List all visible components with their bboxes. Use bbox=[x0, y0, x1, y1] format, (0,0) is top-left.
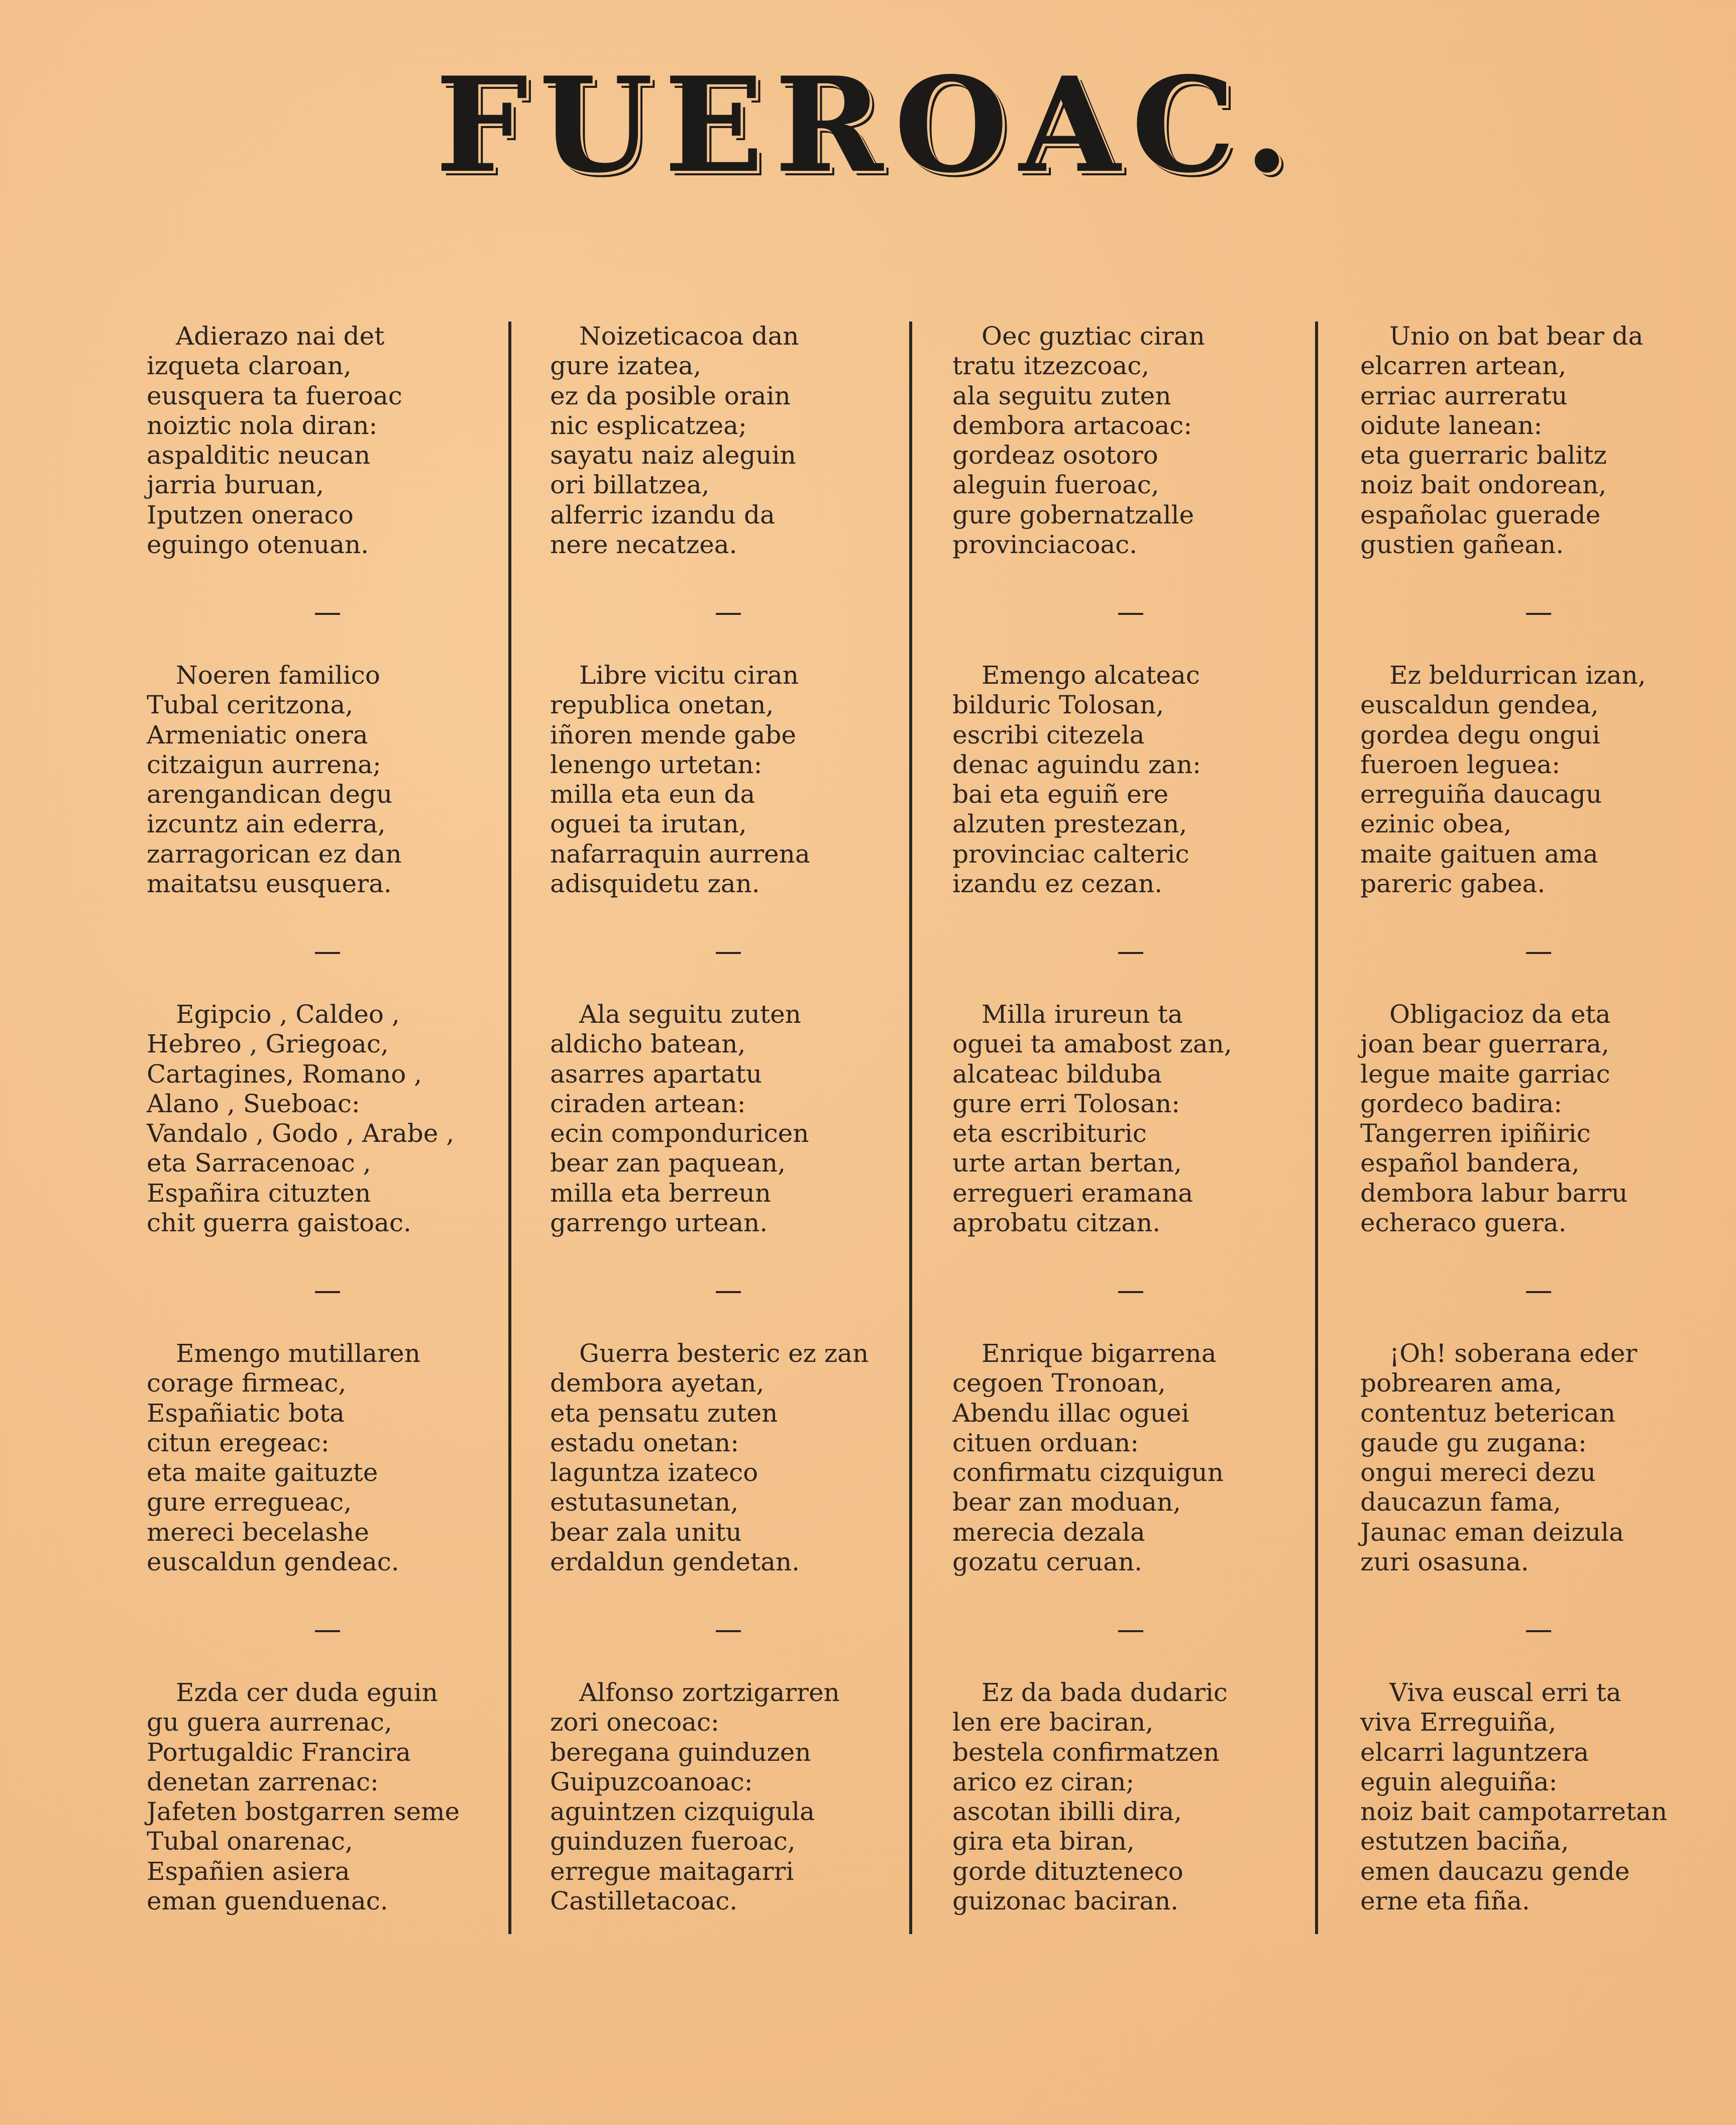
stanza bbox=[952, 1678, 1344, 1916]
verse-line: dembora ayetan, bbox=[550, 1368, 765, 1398]
verse-line: asarres apartatu bbox=[550, 1059, 762, 1089]
verse-line: izcuntz ain ederra, bbox=[147, 809, 386, 839]
verse-line: aguintzen cizquigula bbox=[550, 1797, 815, 1827]
verse-line: eman guenduenac. bbox=[147, 1886, 388, 1916]
verse-line: gozatu ceruan. bbox=[952, 1547, 1143, 1577]
verse-line: ongui mereci dezu bbox=[1360, 1458, 1596, 1488]
verse-line: euscaldun gendea, bbox=[1360, 690, 1599, 720]
verse-line: urte artan bertan, bbox=[952, 1148, 1182, 1178]
verse-line: sayatu naiz aleguin bbox=[550, 441, 796, 470]
verse-line: arengandican degu bbox=[147, 780, 393, 809]
verse-line: noiz bait campotarretan bbox=[1360, 1797, 1668, 1827]
verse-line: Abendu illac oguei bbox=[952, 1398, 1189, 1428]
verse-line: gira eta biran, bbox=[952, 1827, 1135, 1856]
verse-line: español bandera, bbox=[1360, 1148, 1580, 1178]
verse-line: Oec guztiac ciran bbox=[982, 322, 1205, 351]
verse-line: Ala seguitu zuten bbox=[579, 1000, 801, 1029]
stanza bbox=[952, 1339, 1344, 1577]
verse-line: Armeniatic onera bbox=[147, 720, 368, 750]
verse-line: confirmatu cizquigun bbox=[952, 1458, 1224, 1488]
verse-line: Milla irureun ta bbox=[982, 1000, 1183, 1029]
verse-line: ezinic obea, bbox=[1360, 809, 1512, 839]
verse-line: Alfonso zortzigarren bbox=[579, 1678, 840, 1707]
verse-line: Jafeten bostgarren seme bbox=[147, 1797, 460, 1827]
stanza-separator bbox=[1118, 1630, 1143, 1632]
verse-line: ori billatzea, bbox=[550, 470, 710, 500]
verse-line: zuri osasuna. bbox=[1360, 1547, 1529, 1577]
verse-line: Tubal ceritzona, bbox=[147, 690, 354, 720]
verse-line: Ezda cer duda eguin bbox=[176, 1678, 438, 1707]
verse-line: Ez da bada dudaric bbox=[982, 1678, 1228, 1707]
verse-line: erriac aurreratu bbox=[1360, 381, 1568, 410]
verse-line: aleguin fueroac, bbox=[952, 470, 1159, 500]
verse-line: bear zala unitu bbox=[550, 1517, 742, 1547]
verse-line: pobrearen ama, bbox=[1360, 1368, 1562, 1398]
verse-line: ecin componduricen bbox=[550, 1119, 809, 1148]
verse-line: Libre vicitu ciran bbox=[579, 661, 799, 690]
verse-line: viva Erreguiña, bbox=[1360, 1708, 1557, 1737]
verse-line: oguei ta amabost zan, bbox=[952, 1029, 1232, 1059]
verse-line: bilduric Tolosan, bbox=[952, 690, 1164, 720]
verse-line: gorde dituzteneco bbox=[952, 1856, 1183, 1886]
verse-line: cegoen Tronoan, bbox=[952, 1368, 1166, 1398]
stanza-separator bbox=[1526, 1291, 1551, 1293]
verse-line: Españiatic bota bbox=[147, 1398, 345, 1428]
verse-line: ¡Oh! soberana eder bbox=[1389, 1339, 1638, 1368]
stanza bbox=[147, 1678, 538, 1916]
verse-line: Jaunac eman deizula bbox=[1360, 1517, 1624, 1547]
verse-line: izandu ez cezan. bbox=[952, 869, 1163, 899]
verse-line: gure gobernatzalle bbox=[952, 500, 1195, 529]
verse-line: Noeren familico bbox=[176, 661, 380, 690]
stanza-separator bbox=[315, 613, 340, 615]
verse-line: alzuten prestezan, bbox=[952, 809, 1187, 839]
verse-line: ala seguitu zuten bbox=[952, 381, 1171, 410]
verse-line: Tangerren ipiñiric bbox=[1360, 1119, 1591, 1148]
verse-line: escribi citezela bbox=[952, 720, 1145, 750]
stanza-separator bbox=[1118, 1291, 1143, 1293]
verse-line: Enrique bigarrena bbox=[982, 1339, 1217, 1368]
verse-line: denac aguindu zan: bbox=[952, 750, 1202, 779]
verse-line: zarragorican ez dan bbox=[147, 839, 402, 869]
verse-line: erne eta fiña. bbox=[1360, 1886, 1530, 1916]
stanza bbox=[550, 661, 942, 899]
verse-line: adisquidetu zan. bbox=[550, 869, 760, 899]
stanza-separator bbox=[716, 952, 741, 954]
verse-line: zori onecoac: bbox=[550, 1708, 719, 1737]
verse-line: Guipuzcoanoac: bbox=[550, 1767, 753, 1796]
verse-line: citun eregeac: bbox=[147, 1428, 330, 1457]
verse-line: estutasunetan, bbox=[550, 1488, 739, 1517]
verse-line: Emengo alcateac bbox=[982, 661, 1200, 690]
stanza bbox=[1360, 1678, 1736, 1916]
verse-line: eta guerraric balitz bbox=[1360, 441, 1607, 470]
verse-line: erdaldun gendetan. bbox=[550, 1547, 800, 1577]
verse-line: euscaldun gendeac. bbox=[147, 1547, 399, 1577]
verse-line: dembora labur barru bbox=[1360, 1178, 1628, 1208]
verse-line: guizonac baciran. bbox=[952, 1886, 1179, 1916]
verse-line: gaude gu zugana: bbox=[1360, 1428, 1587, 1457]
page-title: FUEROAC. bbox=[435, 49, 1301, 202]
verse-line: Ez beldurrican izan, bbox=[1389, 661, 1646, 690]
stanza bbox=[952, 661, 1344, 899]
stanza-separator bbox=[1526, 1630, 1551, 1632]
verse-line: bai eta eguiñ ere bbox=[952, 780, 1169, 809]
verse-line: gordeco badira: bbox=[1360, 1089, 1562, 1118]
stanza-separator bbox=[1118, 952, 1143, 954]
verse-line: Guerra besteric ez zan bbox=[579, 1339, 869, 1368]
verse-line: Españira cituzten bbox=[147, 1178, 371, 1208]
verse-line: Cartagines, Romano , bbox=[147, 1059, 422, 1089]
verse-line: denetan zarrenac: bbox=[147, 1767, 379, 1796]
stanza bbox=[1360, 1000, 1736, 1238]
verse-line: erregueri eramana bbox=[952, 1178, 1194, 1208]
verse-line: españolac guerade bbox=[1360, 500, 1601, 529]
verse-line: legue maite garriac bbox=[1360, 1059, 1610, 1089]
verse-line: Castilletacoac. bbox=[550, 1886, 738, 1916]
verse-line: elcarren artean, bbox=[1360, 351, 1567, 381]
verse-line: eta pensatu zuten bbox=[550, 1398, 778, 1428]
verse-line: contentuz beterican bbox=[1360, 1398, 1615, 1428]
verse-line: eta escribituric bbox=[952, 1119, 1147, 1148]
verse-line: arico ez ciran; bbox=[952, 1767, 1135, 1796]
verse-line: Portugaldic Francira bbox=[147, 1737, 411, 1767]
verse-line: chit guerra gaistoac. bbox=[147, 1208, 411, 1238]
verse-line: Alano , Sueboac: bbox=[147, 1089, 360, 1118]
verse-line: gure erregueac, bbox=[147, 1488, 352, 1517]
verse-line: estutzen baciña, bbox=[1360, 1827, 1569, 1856]
stanza bbox=[550, 1678, 942, 1916]
verse-line: gordeaz osotoro bbox=[952, 441, 1158, 470]
verse-line: noiztic nola diran: bbox=[147, 410, 378, 440]
verse-line: Obligacioz da eta bbox=[1389, 1000, 1611, 1029]
verse-line: aspalditic neucan bbox=[147, 441, 371, 470]
verse-line: tratu itzezcoac, bbox=[952, 351, 1150, 381]
verse-line: noiz bait ondorean, bbox=[1360, 470, 1607, 500]
stanza bbox=[1360, 1339, 1736, 1577]
verse-line: estadu onetan: bbox=[550, 1428, 739, 1457]
verse-line: daucazun fama, bbox=[1360, 1488, 1561, 1517]
verse-line: eta maite gaituzte bbox=[147, 1458, 378, 1488]
verse-line: provinciac calteric bbox=[952, 839, 1189, 869]
verse-line: Tubal onarenac, bbox=[147, 1827, 353, 1856]
verse-line: Vandalo , Godo , Arabe , bbox=[147, 1119, 455, 1148]
verse-line: ascotan ibilli dira, bbox=[952, 1797, 1182, 1827]
verse-line: cituen orduan: bbox=[952, 1428, 1139, 1457]
verse-line: emen daucazu gende bbox=[1360, 1856, 1630, 1886]
verse-line: nere necatzea. bbox=[550, 530, 737, 560]
verse-line: Emengo mutillaren bbox=[176, 1339, 420, 1368]
verse-line: citzaigun aurrena; bbox=[147, 750, 381, 779]
verse-line: aldicho batean, bbox=[550, 1029, 746, 1059]
verse-line: nic esplicatzea; bbox=[550, 410, 747, 440]
stanza-separator bbox=[315, 952, 340, 954]
verse-line: maite gaituen ama bbox=[1360, 839, 1598, 869]
stanza-separator bbox=[716, 1630, 741, 1632]
verse-line: laguntza izateco bbox=[550, 1458, 758, 1488]
verse-line: Egipcio , Caldeo , bbox=[176, 1000, 400, 1029]
verse-line: ez da posible orain bbox=[550, 381, 791, 410]
verse-line: milla eta eun da bbox=[550, 780, 755, 809]
verse-line: Iputzen oneraco bbox=[147, 500, 354, 529]
stanza bbox=[147, 661, 538, 899]
verse-line: jarria buruan, bbox=[147, 470, 324, 500]
verse-line: bear zan moduan, bbox=[952, 1488, 1181, 1517]
verse-line: gustien gañean. bbox=[1360, 530, 1564, 560]
verse-line: republica onetan, bbox=[550, 690, 774, 720]
stanza bbox=[550, 322, 942, 560]
verse-line: milla eta berreun bbox=[550, 1178, 771, 1208]
verse-line: iñoren mende gabe bbox=[550, 720, 796, 750]
verse-line: pareric gabea. bbox=[1360, 869, 1546, 899]
stanza bbox=[1360, 661, 1736, 899]
stanza bbox=[1360, 322, 1736, 560]
stanza bbox=[952, 1000, 1344, 1238]
verse-line: oguei ta irutan, bbox=[550, 809, 747, 839]
verse-line: oidute lanean: bbox=[1360, 410, 1543, 440]
verse-line: Unio on bat bear da bbox=[1389, 322, 1644, 351]
verse-line: eguingo otenuan. bbox=[147, 530, 369, 560]
stanza-separator bbox=[315, 1291, 340, 1293]
stanza-separator bbox=[315, 1630, 340, 1632]
verse-line: bear zan paquean, bbox=[550, 1148, 786, 1178]
stanza bbox=[550, 1339, 942, 1577]
stanza-separator bbox=[1118, 613, 1143, 615]
verse-line: bestela confirmatzen bbox=[952, 1737, 1220, 1767]
verse-line: mereci becelashe bbox=[147, 1517, 369, 1547]
verse-line: Viva euscal erri ta bbox=[1389, 1678, 1621, 1707]
verse-line: echeraco guera. bbox=[1360, 1208, 1567, 1238]
stanza bbox=[147, 1339, 538, 1577]
verse-line: aprobatu citzan. bbox=[952, 1208, 1161, 1238]
verse-line: alcateac bilduba bbox=[952, 1059, 1162, 1089]
verse-line: Españien asiera bbox=[147, 1856, 350, 1886]
verse-line: gordea degu ongui bbox=[1360, 720, 1600, 750]
verse-line: gure izatea, bbox=[550, 351, 702, 381]
verse-line: fueroen leguea: bbox=[1360, 750, 1561, 779]
stanza bbox=[147, 1000, 538, 1238]
verse-line: elcarri laguntzera bbox=[1360, 1737, 1589, 1767]
stanza bbox=[147, 322, 538, 560]
verse-line: Hebreo , Griegoac, bbox=[147, 1029, 389, 1059]
verse-line: len ere baciran, bbox=[952, 1708, 1154, 1737]
verse-line: izqueta claroan, bbox=[147, 351, 352, 381]
stanza bbox=[550, 1000, 942, 1238]
verse-line: provinciacoac. bbox=[952, 530, 1138, 560]
verse-line: eusquera ta fueroac bbox=[147, 381, 402, 410]
verse-line: joan bear guerrara, bbox=[1360, 1029, 1609, 1059]
verse-line: garrengo urtean. bbox=[550, 1208, 768, 1238]
verse-line: nafarraquin aurrena bbox=[550, 839, 810, 869]
verse-line: dembora artacoac: bbox=[952, 410, 1192, 440]
stanza bbox=[952, 322, 1344, 560]
verse-line: Adierazo nai det bbox=[176, 322, 385, 351]
verse-line: gure erri Tolosan: bbox=[952, 1089, 1180, 1118]
verse-line: guinduzen fueroac, bbox=[550, 1827, 796, 1856]
stanza-separator bbox=[716, 613, 741, 615]
verse-line: alferric izandu da bbox=[550, 500, 775, 529]
verse-line: Noizeticacoa dan bbox=[579, 322, 799, 351]
verse-line: erreguiña daucagu bbox=[1360, 780, 1602, 809]
verse-line: beregana guinduzen bbox=[550, 1737, 811, 1767]
verse-line: eta Sarracenoac , bbox=[147, 1148, 371, 1178]
verse-line: eguin aleguiña: bbox=[1360, 1767, 1558, 1796]
verse-line: lenengo urtetan: bbox=[550, 750, 763, 779]
verse-line: gu guera aurrenac, bbox=[147, 1708, 392, 1737]
verse-line: maitatsu eusquera. bbox=[147, 869, 392, 899]
verse-line: merecia dezala bbox=[952, 1517, 1145, 1547]
stanza-separator bbox=[1526, 613, 1551, 615]
stanza-separator bbox=[716, 1291, 741, 1293]
stanza-separator bbox=[1526, 952, 1551, 954]
verse-line: erregue maitagarri bbox=[550, 1856, 794, 1886]
verse-line: corage firmeac, bbox=[147, 1368, 347, 1398]
verse-line: ciraden artean: bbox=[550, 1089, 746, 1118]
